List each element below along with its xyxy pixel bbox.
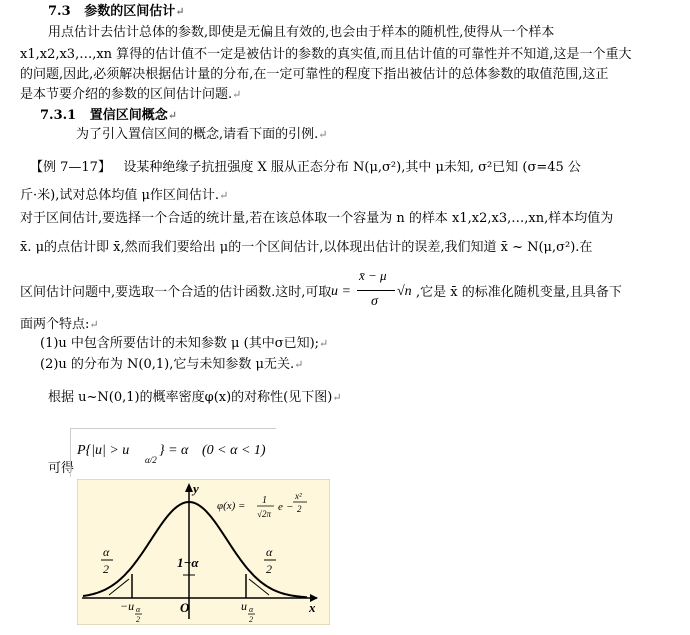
normal-density-graph xyxy=(77,479,330,625)
origin-label: O xyxy=(180,600,190,615)
body-line-5: 根据 u~N(0,1)的概率密度φ(x)的对称性(见下图)↵ xyxy=(48,390,342,405)
section-title: 参数的区间估计 xyxy=(84,4,176,19)
right-tail-num: α xyxy=(266,545,273,559)
subsection-title: 置信区间概念 xyxy=(89,108,168,123)
fraction-bar xyxy=(357,290,395,291)
right-tick-sub-num: α xyxy=(249,605,254,614)
example-line-1: 【例 7—17】 设某种绝缘子抗扭强度 X 服从正态分布 N(μ,σ²),其中 μ未知, σ²已知 (σ=45 公 xyxy=(30,160,581,175)
pdf-coef-den: √2π xyxy=(257,509,271,519)
subsection-intro: 为了引入置信区间的概念,请看下面的引例.↵ xyxy=(76,127,328,142)
feature-1: (1)u 中包含所要估计的未知参数 μ (其中σ已知);↵ xyxy=(40,336,329,351)
formula-probability: P{|u| > u α/2 } = α (0 < α < 1) xyxy=(70,428,276,477)
body-line-4: 面两个特点:↵ xyxy=(20,317,99,332)
example-label: 【例 7—17】 xyxy=(30,160,111,175)
body-line-2: x̄. μ的点估计即 x̄,然而我们要给出 μ的一个区间估计,以体现出估计的误差,我们知道 x̄ ~ N(μ,σ²).在 xyxy=(20,240,593,255)
body-line-1: 对于区间估计,要选择一个合适的统计量,若在该总体取一个容量为 n 的样本 x1,x2,x3,…,xn,样本均值为 xyxy=(20,211,614,226)
x-label: x xyxy=(309,600,316,615)
right-tick-label: u xyxy=(241,599,247,613)
right-tick-sub-den: 2 xyxy=(249,615,253,624)
left-tick-label: −u xyxy=(120,599,135,613)
pdf-minus: − xyxy=(286,501,294,513)
pdf-exp-den: 2 xyxy=(297,504,302,514)
left-tail-num: α xyxy=(103,545,110,559)
pdf-label: φ(x) = xyxy=(217,500,246,512)
para-line-1: 用点估计去估计总体的参数,即使是无偏且有效的,也会由于样本的随机性,使得从一个样本 xyxy=(48,25,555,40)
body-line-3a: 区间估计问题中,要选取一个合适的估计函数.这时,可取 xyxy=(20,285,332,300)
pdf-e: e xyxy=(278,501,283,513)
section-number: 7.3 xyxy=(48,4,71,19)
section-heading: 7.3 参数的区间估计↵ xyxy=(48,4,185,19)
example-line-2: 斤·米),试对总体均值 μ作区间估计.↵ xyxy=(20,188,229,203)
pdf-coef-num: 1 xyxy=(262,495,267,506)
body-line-3b: ,它是 x̄ 的标准化随机变量,且具备下 xyxy=(416,285,622,300)
y-label: y xyxy=(193,481,199,496)
para-line-3: 的问题,因此,必须解决根据估计量的分布,在一定可靠性的程度下指出被估计的总体参数的取值范围,这正 xyxy=(20,67,609,82)
subsection-number: 7.3.1 xyxy=(40,108,77,123)
kede: 可得 xyxy=(48,461,75,476)
subsection-heading: 7.3.1 置信区间概念↵ xyxy=(40,108,178,123)
left-tick-sub-num: α xyxy=(136,605,141,614)
para-line-4: 是本节要介绍的参数的区间估计问题.↵ xyxy=(20,87,242,102)
pdf-exp-num: x² xyxy=(295,491,302,501)
left-tail-den: 2 xyxy=(103,562,109,576)
para-line-2: x1,x2,x3,…,xn 算得的估计值不一定是被估计的参数的真实值,而且估计值的可靠性并不知道,这是一个重大 xyxy=(20,47,632,62)
center-area-label: 1−α xyxy=(177,555,199,570)
formula-u: u = x̄ − μ σ √n xyxy=(331,268,412,309)
right-tail-den: 2 xyxy=(266,562,272,576)
left-tick-sub-den: 2 xyxy=(136,615,140,624)
feature-2: (2)u 的分布为 N(0,1),它与未知参数 μ无关.↵ xyxy=(40,357,304,372)
